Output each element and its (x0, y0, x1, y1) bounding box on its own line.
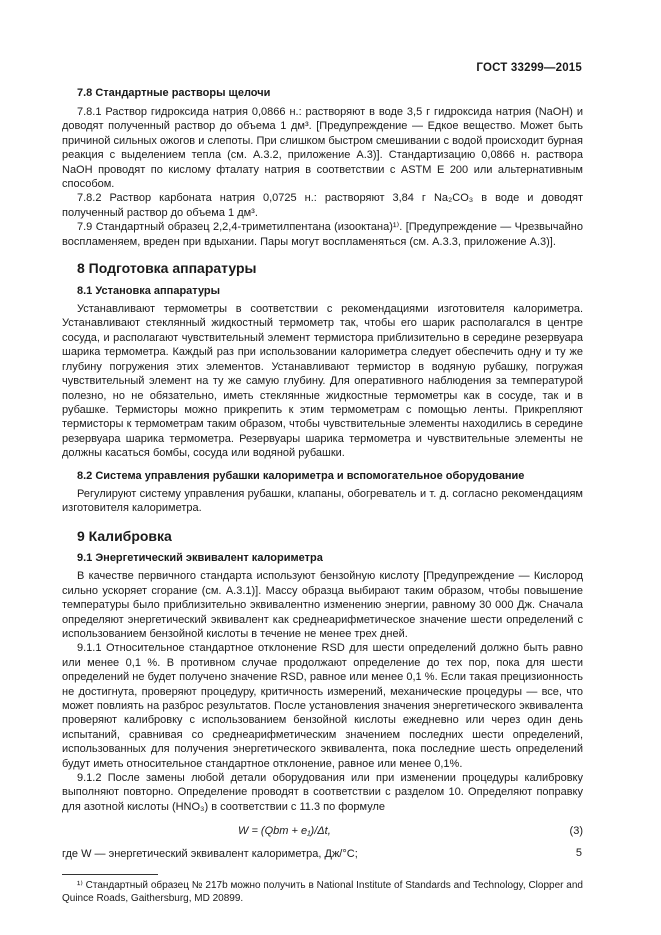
paragraph-7-8-2: 7.8.2 Раствор карбоната натрия 0,0725 н.: растворяют 3,84 г Na₂CO₃ в воде и доводят полученный раствор до объема 1 дм³. (62, 192, 583, 219)
standard-header: ГОСТ 33299—2015 (476, 62, 582, 74)
footnote: ¹⁾ Стандартный образец № 217b можно получить в National Institute of Standards and Technology, Clopper and Quince Roads, Gaithersburg, MD 20899. (62, 879, 583, 905)
section-8-1-title: 8.1 Установка аппаратуры (77, 285, 221, 298)
page-content (62, 86, 583, 906)
paragraph-9-1-1: 9.1.1 Относительное стандартное отклонение RSD для шести определений должно быть равно или менее 0,1 %. В противном случае продолжают определение до тех пор, пока для шести определений не будет получено значение RSD, равное или менее 0,1 %. Если такая прецизионность не достигнута, проверяют процедуру, критичность измерений, механические процедуры — все, что может повлиять на разброс результатов. После установления значения энергетического эквивалента проверяют калибровку с использованием бензойной кислоты ежедневно или через один день испытаний, сравнивая со среднеарифметическим значением последних шести определений, использованных для получения энергетического эквивалента, пока последние шесть определений будут иметь относительное стандартное отклонение, равное или менее 0,1%. (62, 642, 583, 770)
formula-expression: W = (Qbm + e₁)/Δt, (238, 825, 331, 838)
formula-3 (62, 824, 583, 839)
footnote-divider (62, 874, 158, 875)
paragraph-9-1: В качестве первичного стандарта используют бензойную кислоту [Предупреждение — Кислород сильно ускоряет сгорание (см. А.3.1)]. Массу образца выбирают таким образом, чтобы повышение температуры было приблизительно эквивалентно изменению энергии, равному 30 000 Дж. Сначала определяют энергетический эквивалент как среднеарифметическое значение шести определений с использованием бензойной кислоты в течение не менее трех дней. (62, 570, 583, 640)
paragraph-8-2: Регулируют систему управления рубашки, клапаны, обогреватель и т. д. согласно рекомендациям изготовителя калориметра. (62, 487, 583, 514)
page-number: 5 (575, 847, 582, 859)
paragraph-8-1: Устанавливают термометры в соответствии с рекомендациями изготовителя калориметра. Устанавливают стеклянный жидкостный термометр так, чтобы его шарик располагался в центре сосуда, и располагают чувствительный элемент термистора приблизительно в середине резервуара шарика термометра. Каждый раз при использовании калориметра следует обеспечить одну и ту же глубину погружения этих элементов. Устанавливают термистор в водяную рубашку, погружая чувствительный элемент на ту же самую глубину. Для оперативного наблюдения за температурой полезно, но не обязательно, иметь стеклянные жидкостные термометры как в сосуде, так и в рубашке. Термисторы можно прикрепить к этим термометрам с помощью ленты. Прикрепляют термисторы к термометрам таким образом, чтобы чувствительные элементы находились в середине резервуара шарика термометра. Резервуары шарика термометра и чувствительные элементы не должны касаться бомбы, сосуда или водяной рубашки. (62, 303, 583, 460)
paragraph-7-9: 7.9 Стандартный образец 2,2,4-триметилпентана (изооктана)¹⁾. [Предупреждение — Чрезвычайно воспламеняем, вреден при вдыхании. Пары могут воспламеняться (см. А.3.3, приложение А.3)]. (62, 221, 583, 248)
section-8-2-title: 8.2 Система управления рубашки калориметра и вспомогательное оборудование (77, 469, 525, 482)
paragraph-7-8-1: 7.8.1 Раствор гидроксида натрия 0,0866 н.: растворяют в воде 3,5 г гидроксида натрия (NaOH) и доводят полученный раствор до объема 1 дм³. [Предупреждение — Едкое вещество. Может быть причиной сильных ожогов и слепоты. При слишком быстром смешивании с водой происходит бурная реакция с выделением тепла (см. А.3.2, приложение А.3)]. Стандартизацию 0,0866 н. раствора NaOH проводят по кислому фталату натрия в соответствии с ASTM E 200 или альтернативным способом. (62, 106, 583, 191)
formula-number: (3) (569, 825, 583, 838)
section-8-title: 8 Подготовка аппаратуры (77, 260, 257, 277)
section-7-8-title: 7.8 Стандартные растворы щелочи (77, 87, 271, 99)
paragraph-9-1-2: 9.1.2 После замены любой детали оборудования или при изменении процедуры калибровку выполняют повторно. Определение проводят в соответствии с разделом 10. Определяют поправку для азотной кислоты (HNO₃) в соответствии с 11.3 по формуле (62, 772, 583, 813)
section-9-title: 9 Калибровка (77, 528, 172, 545)
section-9-1-title: 9.1 Энергетический эквивалент калориметра (77, 552, 323, 565)
formula-where: где W — энергетический эквивалент калориметра, Дж/°С; (62, 848, 358, 861)
